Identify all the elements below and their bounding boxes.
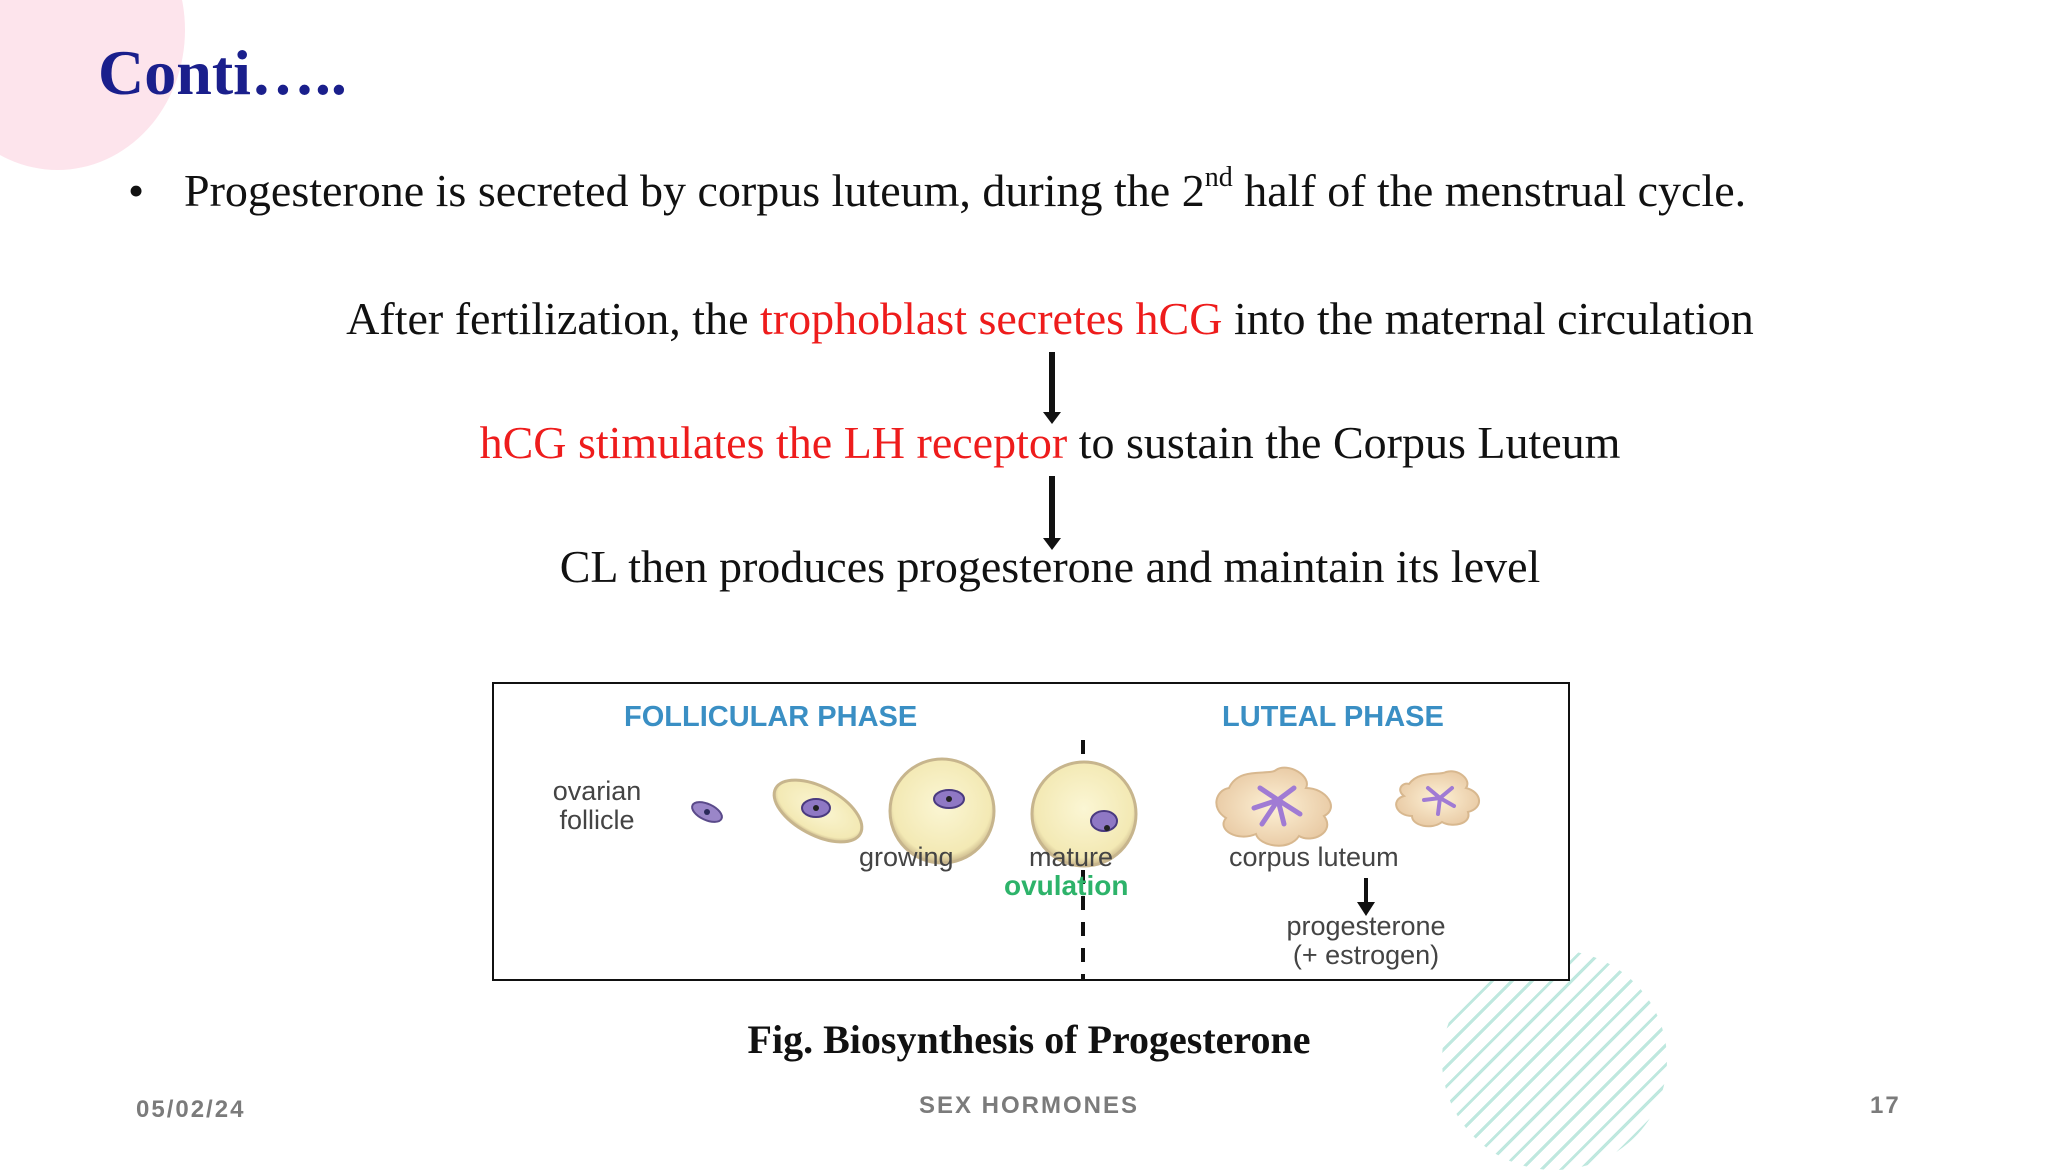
follicular-phase-label: FOLLICULAR PHASE [624, 701, 918, 733]
flow-step-1 [0, 292, 2048, 345]
luteal-phase-label: LUTEAL PHASE [1222, 701, 1444, 733]
footer-page-number: 17 [1870, 1092, 1901, 1119]
flow-arrow-1 [1048, 352, 1056, 424]
footer-date: 05/02/24 [136, 1096, 246, 1123]
bullet-superscript: nd [1204, 161, 1233, 193]
progesterone-figure [492, 682, 1570, 981]
mature-label: mature [1029, 842, 1114, 872]
figure-illustration [494, 684, 1568, 979]
bullet-marker: • [128, 165, 145, 216]
follicle-label: follicle [559, 805, 635, 835]
ovulation-label: ovulation [1004, 870, 1129, 901]
ovarian-label: ovarian [552, 776, 642, 806]
flow-step-3: CL then produces progesterone and maintain its level [559, 541, 1541, 592]
bullet-point [128, 161, 1747, 217]
progesterone-label: progesterone [1286, 911, 1446, 941]
bullet-text-before: Progesterone is secreted by corpus luteum, during the 2 [184, 165, 1205, 216]
flow-step-2-highlight: hCG stimulates the LH receptor [479, 417, 1068, 468]
growing-follicle-small [764, 767, 871, 854]
corpus-luteum-small [1396, 771, 1479, 826]
corpus-luteum-large [1216, 768, 1331, 846]
flow-arrow-2 [1048, 476, 1056, 550]
flow-step-2-after: to sustain the Corpus Luteum [1067, 417, 1621, 468]
flow-step-1-highlight: trophoblast secretes hCG [760, 293, 1223, 344]
growing-label: growing [859, 842, 954, 872]
bullet-text-after: half of the menstrual cycle. [1232, 165, 1747, 216]
flow-step-1-after: into the maternal circulation [1222, 293, 1754, 344]
figure-caption: Fig. Biosynthesis of Progesterone [747, 1017, 1311, 1062]
flow-step-1-before: After fertilization, the [346, 293, 760, 344]
corpus-luteum-label: corpus luteum [1229, 842, 1399, 872]
footer-title: SEX HORMONES [918, 1092, 1140, 1119]
flow-step-2 [0, 416, 2048, 469]
slide-title: Conti….. [98, 37, 347, 108]
estrogen-label: (+ estrogen) [1292, 940, 1440, 970]
ovarian-follicle-cell [689, 798, 725, 826]
